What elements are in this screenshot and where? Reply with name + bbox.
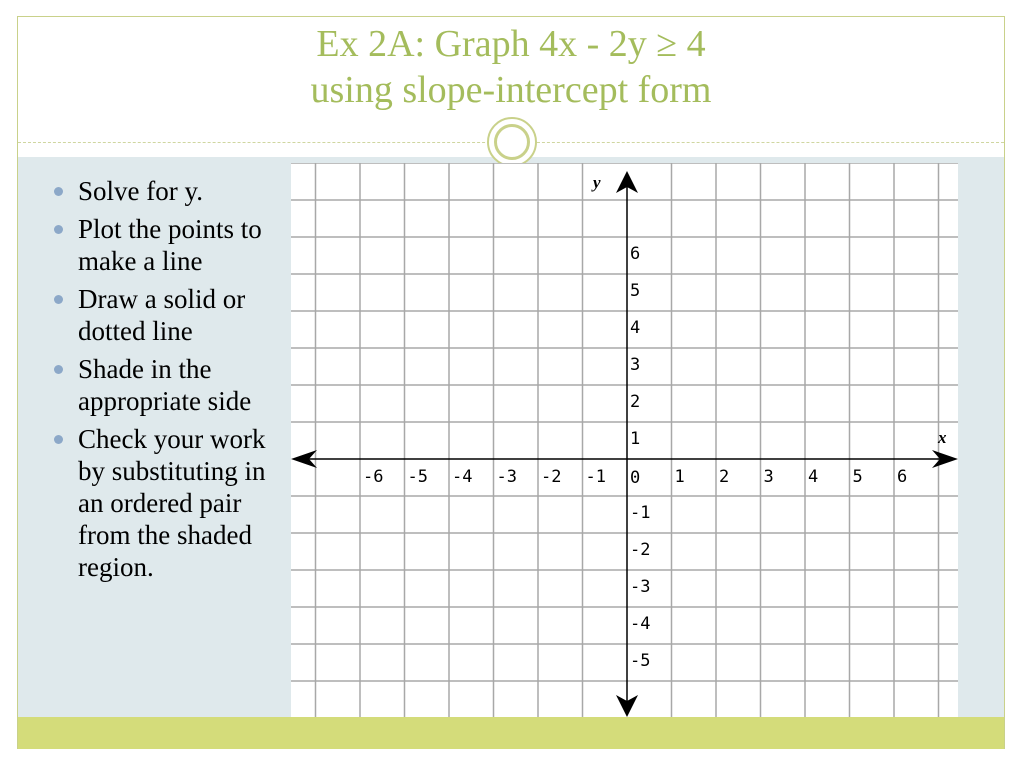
bullet-item: Shade in the appropriate side [54, 353, 294, 417]
bullet-item: Draw a solid or dotted line [54, 283, 294, 347]
bullet-list [54, 175, 294, 589]
slide [17, 16, 1005, 749]
y-tick-label: 1 [630, 429, 641, 449]
y-axis-label: y [593, 173, 601, 192]
x-tick-label: 2 [719, 467, 730, 487]
bullet-item: Check your work by substituting in an ordered pair from the shaded region. [54, 423, 294, 583]
x-tick-label: 4 [808, 467, 819, 487]
x-tick-label: 1 [674, 467, 685, 487]
y-tick-label: 3 [630, 355, 641, 375]
y-tick-label: -4 [630, 614, 651, 634]
x-tick-label: -6 [363, 467, 384, 487]
x-tick-label: -1 [585, 467, 606, 487]
title-line-2: using slope-intercept form [310, 69, 712, 111]
y-tick-label: -3 [630, 577, 651, 597]
x-tick-label: -4 [452, 467, 473, 487]
bullet-item: Plot the points to make a line [54, 213, 294, 277]
bullet-item: Solve for y. [54, 175, 294, 207]
circle-ornament-icon [487, 117, 537, 167]
footer-band [18, 717, 1004, 749]
y-tick-label: 6 [630, 244, 641, 264]
x-tick-label: 5 [852, 467, 863, 487]
x-tick-label: -5 [407, 467, 428, 487]
origin-label: 0 [630, 468, 641, 488]
x-axis-label: x [938, 428, 947, 447]
coordinate-grid [291, 163, 958, 717]
y-tick-label: 4 [630, 318, 641, 338]
x-tick-label: 3 [763, 467, 774, 487]
y-tick-label: -1 [630, 503, 651, 523]
y-tick-label: 5 [630, 281, 641, 301]
y-tick-label: -5 [630, 651, 651, 671]
title-line-1: Ex 2A: Graph 4x - 2y ≥ 4 [316, 23, 706, 65]
x-tick-label: 6 [897, 467, 908, 487]
y-tick-label: 2 [630, 392, 641, 412]
y-tick-label: -2 [630, 540, 651, 560]
x-tick-label: -2 [541, 467, 562, 487]
x-tick-label: -3 [496, 467, 517, 487]
grid-background [291, 163, 958, 717]
